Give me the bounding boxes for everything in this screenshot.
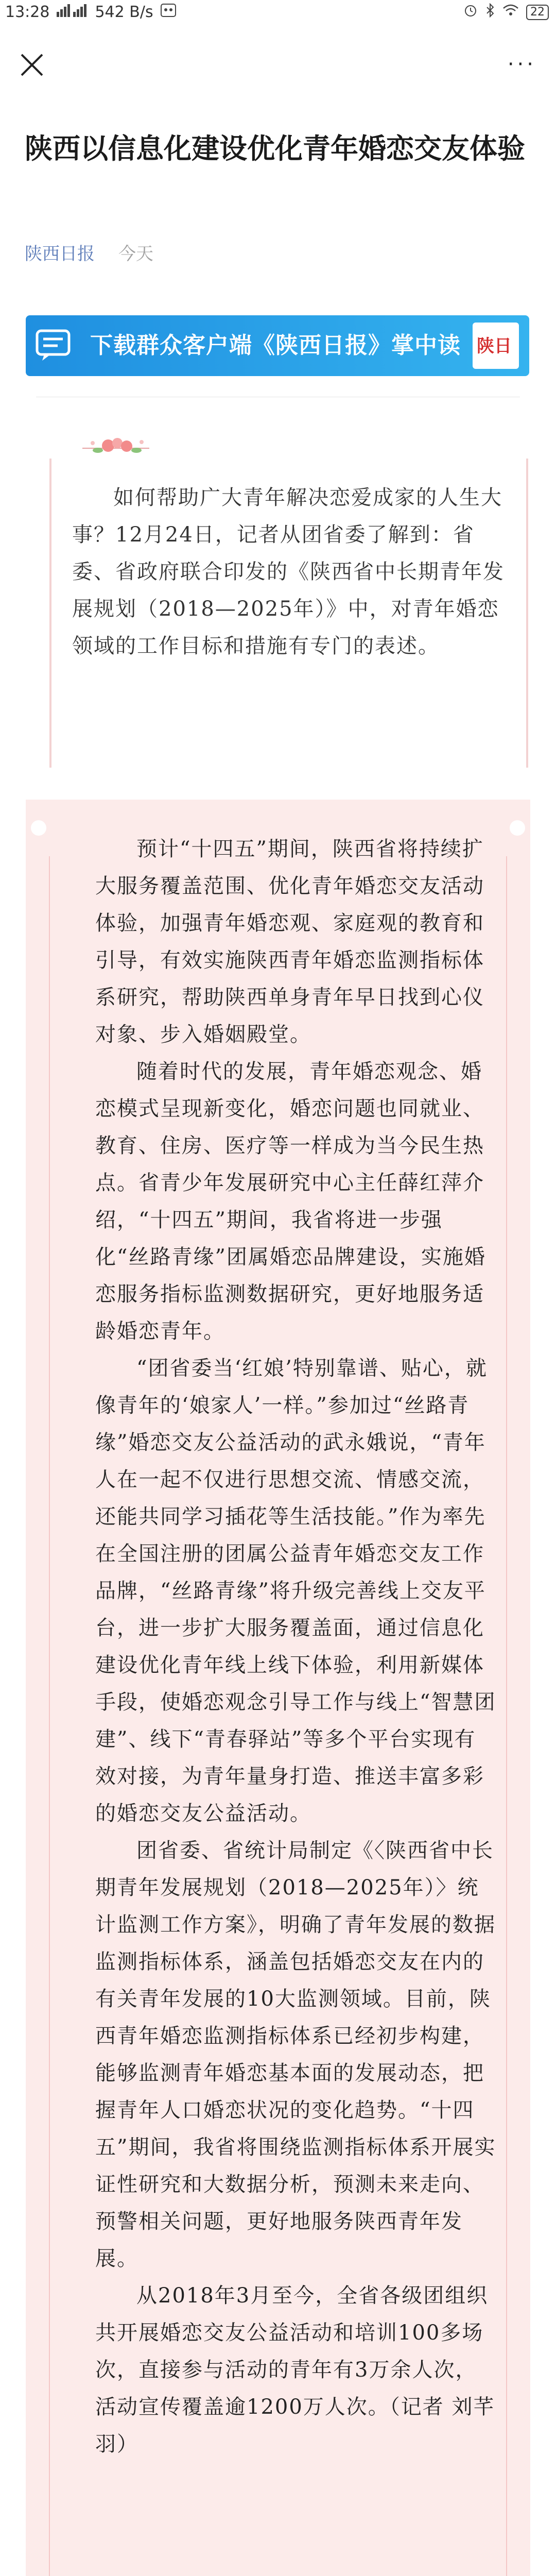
message-icon: [35, 329, 71, 363]
status-time: 13:28: [5, 3, 50, 21]
body-paragraph: 从2018年3月至今，全省各级团组织共开展婚恋交友公益活动和培训100多场次，直接参与活动的青年有3万余人次，活动宣传覆盖逾1200万人次。（记者 刘芊羽）: [95, 2284, 495, 2456]
article-meta: [25, 240, 153, 265]
wifi-icon: [502, 3, 519, 22]
decor-border-right: [503, 856, 507, 2576]
more-button[interactable]: ···: [507, 53, 536, 76]
signal-icon: [57, 3, 88, 21]
decor-border-left: [49, 856, 53, 2576]
article-time: 今天: [118, 244, 153, 264]
decor-dot: [31, 820, 46, 836]
intro-text: 如何帮助广大青年解决恋爱成家的人生大事？12月24日，记者从团省委了解到：省委、省政府联合印发的《陕西省中长期青年发展规划（2018—2025年）》中，对青年婚恋领域的工作目标和措施有专门的表述。: [72, 486, 505, 658]
body-paragraph: 团省委、省统计局制定《〈陕西省中长期青年发展规划（2018—2025年）〉统计监测工作方案》，明确了青年发展的数据监测指标体系，涵盖包括婚恋交友在内的有关青年发展的10大监测领域。目前，陕西青年婚恋监测指标体系已经初步构建，能够监测青年婚恋基本面的发展动态，把握青年人口婚恋状况的变化趋势。“十四五”期间，我省将围绕监测指标体系开展实证性研究和大数据分析，预测未来走向、预警相关问题，更好地服务陕西青年发展。: [95, 1839, 496, 2270]
alarm-icon: [463, 3, 478, 22]
body-paragraph: “团省委当‘红娘’特别靠谱、贴心，就像青年的‘娘家人’一样。”参加过“丝路青缘”婚恋交友公益活动的武永娥说，“青年人在一起不仅进行思想交流、情感交流，还能共同学习插花等生活技能。”作为率先在全国注册的团属公益青年婚恋交友工作品牌，“丝路青缘”将升级完善线上交友平台，进一步扩大服务覆盖面，通过信息化建设优化青年线上线下体验，利用新媒体手段，使婚恋观念引导工作与线上“智慧团建”、线下“青春驿站”等多个平台实现有效对接，为青年量身打造、推送丰富多彩的婚恋交友公益活动。: [95, 1357, 496, 1825]
nav-bar: [0, 27, 556, 104]
wechat-icon: [161, 3, 176, 21]
shaanxi-daily-logo: [473, 323, 519, 369]
intro-box: [49, 459, 528, 768]
article-body-box: [26, 800, 530, 2576]
decor-dot: [510, 820, 525, 836]
banner-text: 下载群众客户端《陕西日报》掌中读: [90, 332, 461, 359]
app-download-banner[interactable]: [26, 315, 529, 376]
article-source-link[interactable]: 陕西日报: [25, 244, 95, 264]
network-speed: 542 B/s: [95, 3, 153, 21]
status-bar: [0, 0, 556, 27]
body-paragraph: 预计“十四五”期间，陕西省将持续扩大服务覆盖范围、优化青年婚恋交友活动体验，加强青年婚恋观、家庭观的教育和引导，有效实施陕西青年婚恋监测指标体系研究，帮助陕西单身青年早日找到心仪对象、步入婚姻殿堂。: [95, 837, 484, 1046]
bluetooth-icon: [485, 3, 495, 22]
close-button[interactable]: [16, 49, 47, 80]
close-icon: [16, 49, 47, 80]
battery-icon: 22: [526, 5, 549, 20]
article-body: [95, 831, 497, 2463]
status-left: [5, 3, 176, 21]
banner-logo-text: 陕日: [477, 336, 512, 357]
status-right: [463, 3, 549, 22]
article-title: 陕西以信息化建设优化青年婚恋交友体验: [25, 132, 525, 165]
body-paragraph: 随着时代的发展，青年婚恋观念、婚恋模式呈现新变化，婚恋问题也同就业、教育、住房、医疗等一样成为当今民生热点。省青少年发展研究中心主任薛红萍介绍，“十四五”期间，我省将进一步强化“丝路青缘”团属婚恋品牌建设，实施婚恋服务指标监测数据研究，更好地服务适龄婚恋青年。: [95, 1060, 486, 1343]
